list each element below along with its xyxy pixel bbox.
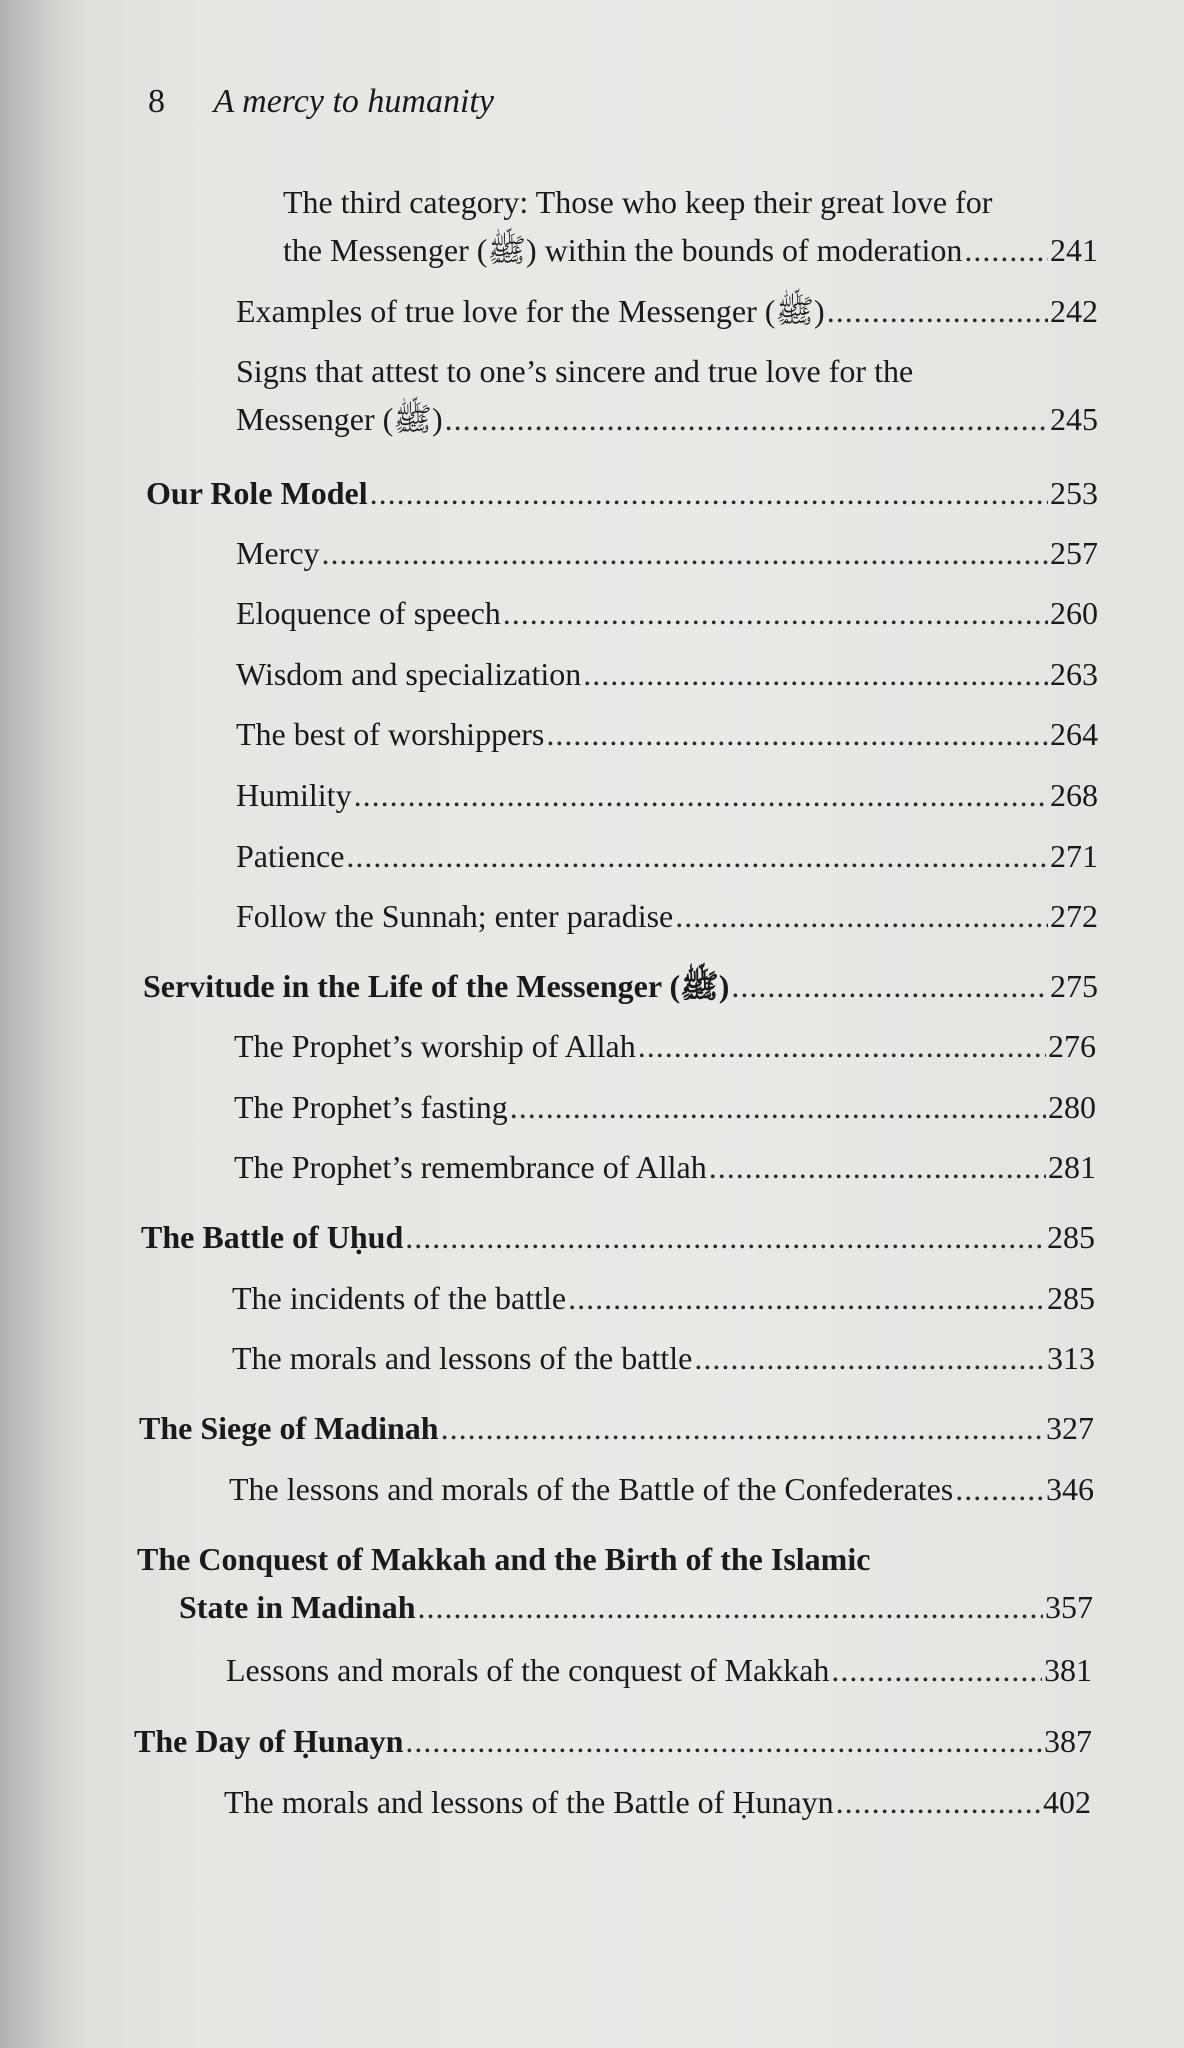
toc-entry-title: The incidents of the battle [232,1280,567,1316]
toc-entry [234,1083,1096,1131]
toc-section [143,962,1098,1010]
toc-section-title: Servitude in the Life of the Messenger (ﷺ) [143,968,730,1004]
toc-page-number: 272 [1050,898,1098,934]
toc-entry-title-line: Messenger (ﷺ) [236,401,443,437]
dot-leader [955,1465,1044,1513]
toc-entry-title: Patience [236,838,345,874]
toc-entry-title-line: the Messenger (ﷺ) within the bounds of moderation [283,232,963,268]
toc-entry [236,287,1098,335]
toc-section [137,1535,1093,1631]
toc-entry [236,832,1098,880]
toc-entry [236,650,1098,698]
toc-entry-title: The Prophet’s fasting [234,1089,508,1125]
toc-section [134,1717,1092,1765]
toc-entry-title: The morals and lessons of the battle [232,1340,693,1376]
toc-entry-title: The morals and lessons of the Battle of Ḥunayn [224,1784,834,1820]
toc-entry-title: The best of worshippers [236,716,545,752]
dot-leader [546,710,1048,758]
toc-page-number: 276 [1048,1028,1096,1064]
toc-entry [236,710,1098,758]
toc-page-number: 245 [1050,401,1098,437]
toc-page-number: 327 [1046,1410,1094,1446]
dot-leader [417,1583,1043,1631]
toc-section-title-line: The Conquest of Makkah and the Birth of the Islamic [137,1541,871,1577]
dot-leader [827,287,1048,335]
dot-leader [731,962,1048,1010]
toc-page-number: 264 [1050,716,1098,752]
toc-entry-title-line: Signs that attest to one’s sincere and true love for the [236,353,914,389]
toc-section-title: The Day of Ḥunayn [134,1723,404,1759]
dot-leader [405,1213,1045,1261]
toc-page-number: 387 [1044,1723,1092,1759]
dot-leader [441,1404,1044,1452]
toc-page-number: 260 [1050,595,1098,631]
dot-leader [405,1717,1042,1765]
toc-entry-title: Eloquence of speech [236,595,501,631]
toc-page-number: 271 [1050,838,1098,874]
dot-leader [694,1334,1045,1382]
toc-page-number: 402 [1043,1784,1091,1820]
toc-entry-title-line: The third category: Those who keep their great love for [283,184,993,220]
toc-entry-title: The lessons and morals of the Battle of the Confederates [229,1471,954,1507]
toc-page-number: 263 [1050,656,1098,692]
toc-entry [229,1465,1094,1513]
toc-entry-title: Follow the Sunnah; enter paradise [236,898,674,934]
page-number: 8 [148,83,165,120]
toc-entry [224,1778,1091,1826]
toc-entry-title: Lessons and morals of the conquest of Makkah [226,1652,830,1688]
toc-page-number: 281 [1048,1149,1096,1185]
toc-section-title-line: State in Madinah [179,1589,416,1625]
toc-entry-title: Mercy [236,535,320,571]
dot-leader [370,469,1048,517]
toc-page-number: 381 [1044,1652,1092,1688]
dot-leader [709,1143,1046,1191]
toc-entry-title: Examples of true love for the Messenger (ﷺ) [236,293,825,329]
toc-section-title: The Battle of Uḥud [141,1219,404,1255]
toc-section-title: The Siege of Madinah [139,1410,439,1446]
dot-leader [964,226,1048,274]
toc-entry-title: Wisdom and specialization [236,656,582,692]
toc-entry [236,347,1098,443]
dot-leader [831,1646,1042,1694]
dot-leader [583,650,1048,698]
toc-page-number: 257 [1050,535,1098,571]
toc-entry [232,1334,1095,1382]
toc-entry [236,892,1098,940]
dot-leader [445,395,1048,443]
toc-entry [234,1022,1096,1070]
dot-leader [503,589,1048,637]
toc-page-number: 242 [1050,293,1098,329]
dot-leader [836,1778,1041,1826]
dot-leader [322,529,1048,577]
toc-page-number: 280 [1048,1089,1096,1125]
toc-section [139,1404,1094,1452]
dot-leader [638,1022,1046,1070]
toc-entry-title: Humility [236,777,352,813]
toc-section-title: Our Role Model [146,475,368,511]
toc-page-number: 268 [1050,777,1098,813]
dot-leader [510,1083,1046,1131]
dot-leader [675,892,1048,940]
toc-entry [236,589,1098,637]
toc-entry-title: The Prophet’s remembrance of Allah [234,1149,707,1185]
toc-entry [232,1274,1095,1322]
toc-page-number: 313 [1047,1340,1095,1376]
toc-entry [236,771,1098,819]
toc-entry [234,1143,1096,1191]
dot-leader [568,1274,1045,1322]
toc-page-number: 275 [1050,968,1098,1004]
toc-page-number: 285 [1047,1219,1095,1255]
toc-entry [283,178,1098,274]
toc-page-number: 346 [1046,1471,1094,1507]
toc-page-number: 241 [1050,232,1098,268]
toc-section [146,469,1098,517]
toc-page-number: 357 [1045,1589,1093,1625]
dot-leader [346,832,1048,880]
running-title: A mercy to humanity [213,83,494,120]
toc-page-number: 285 [1047,1280,1095,1316]
toc-page-number: 253 [1050,475,1098,511]
toc-entry-title: The Prophet’s worship of Allah [234,1028,636,1064]
toc-section [141,1213,1095,1261]
toc-entry [236,529,1098,577]
dot-leader [354,771,1048,819]
toc-entry [226,1646,1092,1694]
